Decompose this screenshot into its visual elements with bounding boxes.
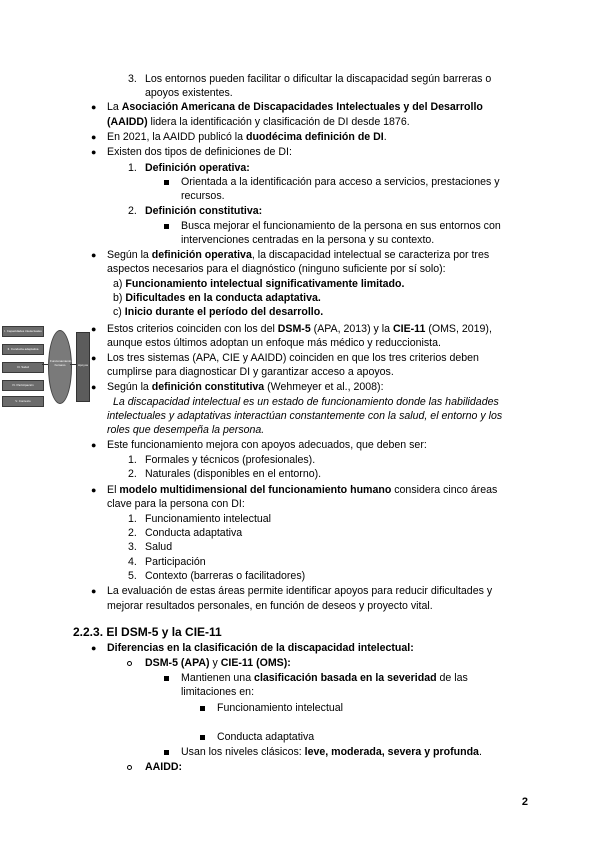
diagram-box-5: V. Contexto [2, 396, 44, 407]
list-item: Participación [145, 556, 206, 568]
text-line: AAIDD: [145, 761, 183, 773]
bullet-icon: ● [91, 440, 97, 450]
text-line: b) Dificultades en la conducta adaptativa. [113, 292, 321, 304]
text-line: intervenciones centradas en la persona y su contexto. [181, 234, 435, 246]
text-line: Existen dos tipos de definiciones de DI: [107, 146, 292, 158]
text-line: Mantienen una clasificación basada en la severidad de las [181, 672, 468, 684]
text-line: Conducta adaptativa [217, 731, 315, 743]
diagram-arrow [70, 364, 76, 365]
text-line: Los entornos pueden facilitar o dificultar la discapacidad según barreras o [145, 73, 492, 85]
square-bullet-icon [200, 706, 205, 711]
list-number: 2. [128, 205, 137, 217]
text-line: Definición constitutiva: [145, 205, 263, 217]
text-line: limitaciones en: [181, 686, 255, 698]
bullet-icon: ● [91, 586, 97, 596]
circle-bullet-icon [127, 661, 132, 666]
diagram-box-2: II. Conducta adaptativa [2, 344, 44, 355]
square-bullet-icon [200, 735, 205, 740]
square-bullet-icon [164, 750, 169, 755]
text-line: mejorar resultados personales, en función de deseos y proyecto vital. [107, 600, 433, 612]
square-bullet-icon [164, 180, 169, 185]
list-number: 3. [128, 73, 137, 85]
bullet-icon: ● [91, 147, 97, 157]
text-line: La evaluación de estas áreas permite identificar apoyos para reducir dificultades y [107, 585, 493, 597]
diagram-box-3: III. Salud [2, 362, 44, 373]
text-line: a) Funcionamiento intelectual significativamente limitado. [113, 278, 405, 290]
text-line: Diferencias en la clasificación de la discapacidad intelectual: [107, 642, 414, 654]
text-line: apoyos existentes. [145, 87, 233, 99]
quote-line: intelectuales y adaptativas interactúan constantemente con la salud, el entorno y los [107, 410, 503, 422]
section-heading: 2.2.3. El DSM-5 y la CIE-11 [73, 625, 222, 639]
list-number: 3. [128, 541, 137, 553]
text-line: Los tres sistemas (APA, CIE y AAIDD) coinciden en que los tres criterios deben [107, 352, 479, 364]
bullet-icon: ● [91, 353, 97, 363]
bullet-icon: ● [91, 324, 97, 334]
text-line: DSM-5 (APA) y CIE-11 (OMS): [145, 657, 291, 669]
text-line: Busca mejorar el funcionamiento de la persona en sus entornos con [181, 220, 501, 232]
text-line: recursos. [181, 190, 225, 202]
circle-bullet-icon [127, 765, 132, 770]
text-line: La Asociación Americana de Discapacidades Intelectuales y del Desarrollo [107, 101, 483, 113]
list-number: 2. [128, 527, 137, 539]
diagram-supports-box: Apoyos [76, 332, 90, 402]
diagram-box-4: IV. Participación [2, 380, 44, 391]
text-line: Usan los niveles clásicos: leve, moderada, severa y profunda. [181, 746, 482, 758]
bullet-icon: ● [91, 102, 97, 112]
text-line: Formales y técnicos (profesionales). [145, 454, 316, 466]
page-number: 2 [521, 796, 528, 808]
text-line: c) Inicio durante el período del desarrollo. [113, 306, 324, 318]
bullet-icon: ● [91, 132, 97, 142]
list-number: 1. [128, 162, 137, 174]
text-line: Orientada a la identificación para acceso a servicios, prestaciones y [181, 176, 500, 188]
diagram-box-1: I. Capacidades intelectuales [2, 326, 44, 337]
list-number: 4. [128, 556, 137, 568]
text-line: Según la definición constitutiva (Wehmeyer et al., 2008): [107, 381, 384, 393]
text-line: Definición operativa: [145, 162, 250, 174]
list-number: 1. [128, 454, 137, 466]
diagram-arrow [42, 364, 48, 365]
square-bullet-icon [164, 224, 169, 229]
bullet-icon: ● [91, 382, 97, 392]
diagram-ellipse: Funcionamiento humano [48, 330, 72, 404]
list-number: 5. [128, 570, 137, 582]
text-line: Naturales (disponibles en el entorno). [145, 468, 322, 480]
quote-line: roles que desempeña la persona. [107, 424, 265, 436]
text-line: Según la definición operativa, la discapacidad intelectual se caracteriza por tres [107, 249, 490, 261]
text-line: Este funcionamiento mejora con apoyos adecuados, que deben ser: [107, 439, 427, 451]
list-item: Salud [145, 541, 173, 553]
list-item: Funcionamiento intelectual [145, 513, 272, 525]
square-bullet-icon [164, 676, 169, 681]
text-line: Estos criterios coinciden con los del DSM-5 (APA, 2013) y la CIE-11 (OMS, 2019), [107, 323, 492, 335]
list-item: Conducta adaptativa [145, 527, 243, 539]
list-item: Contexto (barreras o facilitadores) [145, 570, 306, 582]
bullet-icon: ● [91, 643, 97, 653]
text-line: cumplirse para diagnosticar DI y garantizar acceso a apoyos. [107, 366, 394, 378]
list-number: 2. [128, 468, 137, 480]
text-line: (AAIDD) lidera la identificación y clasificación de DI desde 1876. [107, 116, 410, 128]
bullet-icon: ● [91, 485, 97, 495]
quote-line: La discapacidad intelectual es un estado de funcionamiento donde las habilidades [113, 396, 499, 408]
text-line: El modelo multidimensional del funcionamiento humano considera cinco áreas [107, 484, 498, 496]
functioning-model-diagram [0, 324, 96, 408]
text-line: clave para la persona con DI: [107, 498, 245, 510]
bullet-icon: ● [91, 250, 97, 260]
text-line: Funcionamiento intelectual [217, 702, 344, 714]
text-line: aspectos necesarios para el diagnóstico (ninguno suficiente por sí solo): [107, 263, 446, 275]
text-line: En 2021, la AAIDD publicó la duodécima definición de DI. [107, 131, 387, 143]
text-line: aunque estos últimos adoptan un enfoque más médico y reduccionista. [107, 337, 441, 349]
list-number: 1. [128, 513, 137, 525]
